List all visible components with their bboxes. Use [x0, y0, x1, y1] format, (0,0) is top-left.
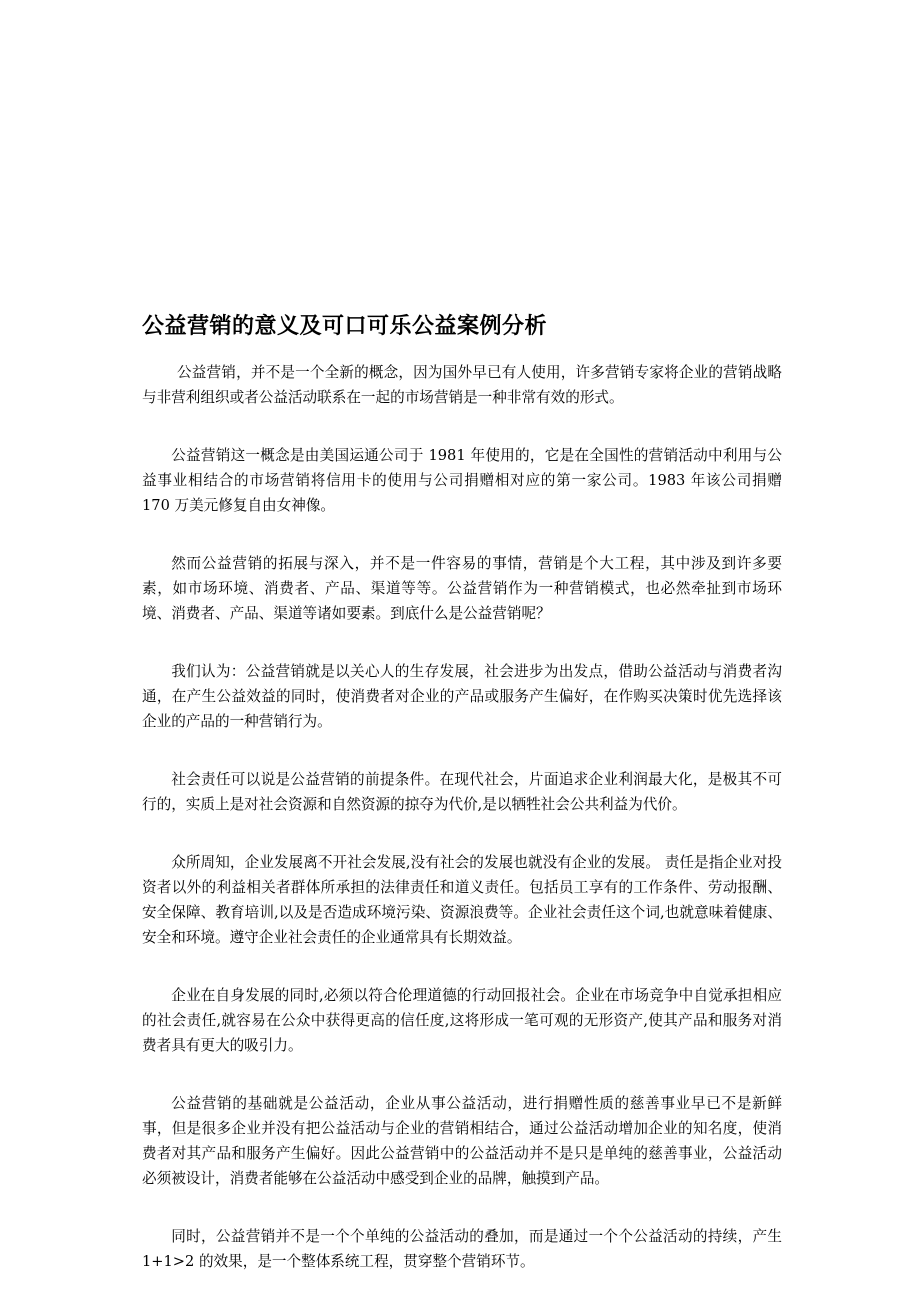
paragraph: 公益营销，并不是一个全新的概念，因为国外早已有人使用，许多营销专家将企业的营销战略与非营利组织或者公益活动联系在一起的市场营销是一种非常有效的形式。	[142, 364, 782, 406]
document-page	[142, 312, 782, 1274]
paragraph: 同时，公益营销并不是一个个单纯的公益活动的叠加，而是通过一个个公益活动的持续，产生 1+1>2 的效果，是一个整体系统工程，贯穿整个营销环节。	[142, 1228, 782, 1270]
paragraph: 公益营销的基础就是公益活动，企业从事公益活动，进行捐赠性质的慈善事业早已不是新鲜事，但是很多企业并没有把公益活动与企业的营销相结合，通过公益活动增加企业的知名度，使消费者对其产品和服务产生偏好。因此公益营销中的公益活动并不是只是单纯的慈善事业，公益活动必须被设计，消费者能够在公益活动中感受到企业的品牌，触摸到产品。	[142, 1095, 782, 1187]
paragraph: 企业在自身发展的同时,必须以符合伦理道德的行动回报社会。企业在市场竞争中自觉承担相应的社会责任,就容易在公众中获得更高的信任度,这将形成一笔可观的无形资产,使其产品和服务对消费者具有更大的吸引力。	[142, 987, 782, 1054]
paragraph: 我们认为：公益营销就是以关心人的生存发展，社会进步为出发点，借助公益活动与消费者沟通，在产生公益效益的同时，使消费者对企业的产品或服务产生偏好，在作购买决策时优先选择该企业的产品的一种营销行为。	[142, 663, 782, 730]
paragraph: 众所周知，企业发展离不开社会发展,没有社会的发展也就没有企业的发展。 责任是指企业对投资者以外的利益相关者群体所承担的法律责任和道义责任。包括员工享有的工作条件、劳动报酬、安全保障、教育培训,以及是否造成环境污染、资源浪费等。企业社会责任这个词,也就意味着健康、安全和环境。遵守企业社会责任的企业通常具有长期效益。	[142, 854, 782, 946]
paragraph: 然而公益营销的拓展与深入，并不是一件容易的事情，营销是个大工程，其中涉及到许多要素，如市场环境、消费者、产品、渠道等等。公益营销作为一种营销模式，也必然牵扯到市场环境、消费者、产品、渠道等诸如要素。到底什么是公益营销呢？	[142, 555, 782, 622]
paragraph: 公益营销这一概念是由美国运通公司于 1981 年使用的，它是在全国性的营销活动中利用与公益事业相结合的市场营销将信用卡的使用与公司捐赠相对应的第一家公司。1983 年该公司捐赠 170 万美元修复自由女神像。	[142, 447, 782, 514]
paragraph: 社会责任可以说是公益营销的前提条件。在现代社会，片面追求企业利润最大化，是极其不可行的，实质上是对社会资源和自然资源的掠夺为代价,是以牺牲社会公共利益为代价。	[142, 771, 782, 813]
document-title: 公益营销的意义及可口可乐公益案例分析	[142, 314, 548, 339]
